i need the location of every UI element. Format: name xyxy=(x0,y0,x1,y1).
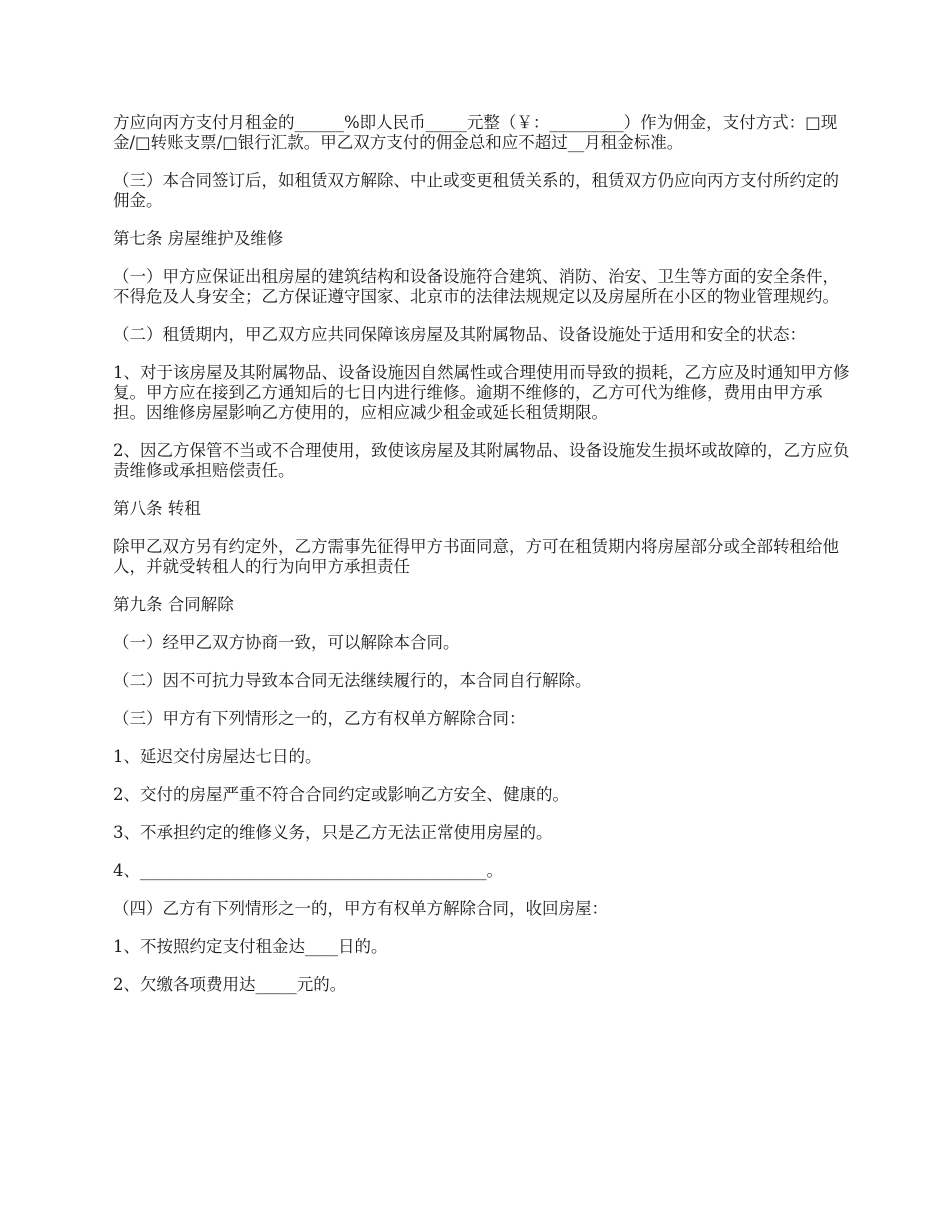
article-9-clause-1: （一）经甲乙双方协商一致，可以解除本合同。 xyxy=(113,633,460,652)
article-9-clause-4-item-1: 1、不按照约定支付租金达____日的。 xyxy=(113,937,388,956)
article-9-clause-4-item-2: 2、欠缴各项费用达_____元的。 xyxy=(113,975,347,994)
article-8-body: 除甲乙双方另有约定外，乙方需事先征得甲方书面同意，方可在租赁期内将房屋部分或全部转租给他人，并就受转租人的行为向甲方承担责任 xyxy=(113,537,839,576)
article-7-clause-2: （二）租赁期内，甲乙双方应共同保障该房屋及其附属物品、设备设施处于适用和安全的状态： xyxy=(113,325,806,344)
article-9-clause-2: （二）因不可抗力导致本合同无法继续履行的，本合同自行解除。 xyxy=(113,671,592,690)
article-7-item-1: 1、对于该房屋及其附属物品、设备设施因自然属性或合理使用而导致的损耗，乙方应及时通知甲方修复。甲方应在接到乙方通知后的七日内进行维修。逾期不维修的，乙方可代为维修，费用由甲方承担。因维修房屋影响乙方使用的，应相应减少租金或延长租赁期限。 xyxy=(113,363,850,422)
commission-clause-3: （三）本合同签订后，如租赁双方解除、中止或变更租赁关系的，租赁双方仍应向丙方支付所约定的佣金。 xyxy=(113,171,839,210)
article-9-clause-3-item-1: 1、延迟交付房屋达七日的。 xyxy=(113,747,322,766)
article-9-clause-4: （四）乙方有下列情形之一的，甲方有权单方解除合同，收回房屋： xyxy=(113,899,608,918)
document-page xyxy=(113,113,853,1013)
article-8-heading: 第八条 转租 xyxy=(113,499,201,518)
article-9-clause-3-item-2: 2、交付的房屋严重不符合合同约定或影响乙方安全、健康的。 xyxy=(113,785,569,804)
article-7-clause-1: （一）甲方应保证出租房屋的建筑结构和设备设施符合建筑、消防、治安、卫生等方面的安全条件，不得危及人身安全；乙方保证遵守国家、北京市的法律法规规定以及房屋所在小区的物业管理规约。 xyxy=(113,267,839,306)
article-9-clause-3-item-4: 4、__________________________________________。 xyxy=(113,861,503,880)
article-9-clause-3: （三）甲方有下列情形之一的，乙方有权单方解除合同： xyxy=(113,709,526,728)
article-9-heading: 第九条 合同解除 xyxy=(113,595,234,614)
article-9-clause-3-item-3: 3、不承担约定的维修义务，只是乙方无法正常使用房屋的。 xyxy=(113,823,553,842)
article-7-item-2: 2、因乙方保管不当或不合理使用，致使该房屋及其附属物品、设备设施发生损坏或故障的，乙方应负责维修或承担赔偿责任。 xyxy=(113,441,850,480)
commission-payment-paragraph: 方应向丙方支付月租金的______%即人民币_____元整（￥：_________）作为佣金，支付方式：□现金/□转账支票/□银行汇款。甲乙双方支付的佣金总和应不超过__月租金标准。 xyxy=(113,113,838,152)
article-7-heading: 第七条 房屋维护及维修 xyxy=(113,229,284,248)
